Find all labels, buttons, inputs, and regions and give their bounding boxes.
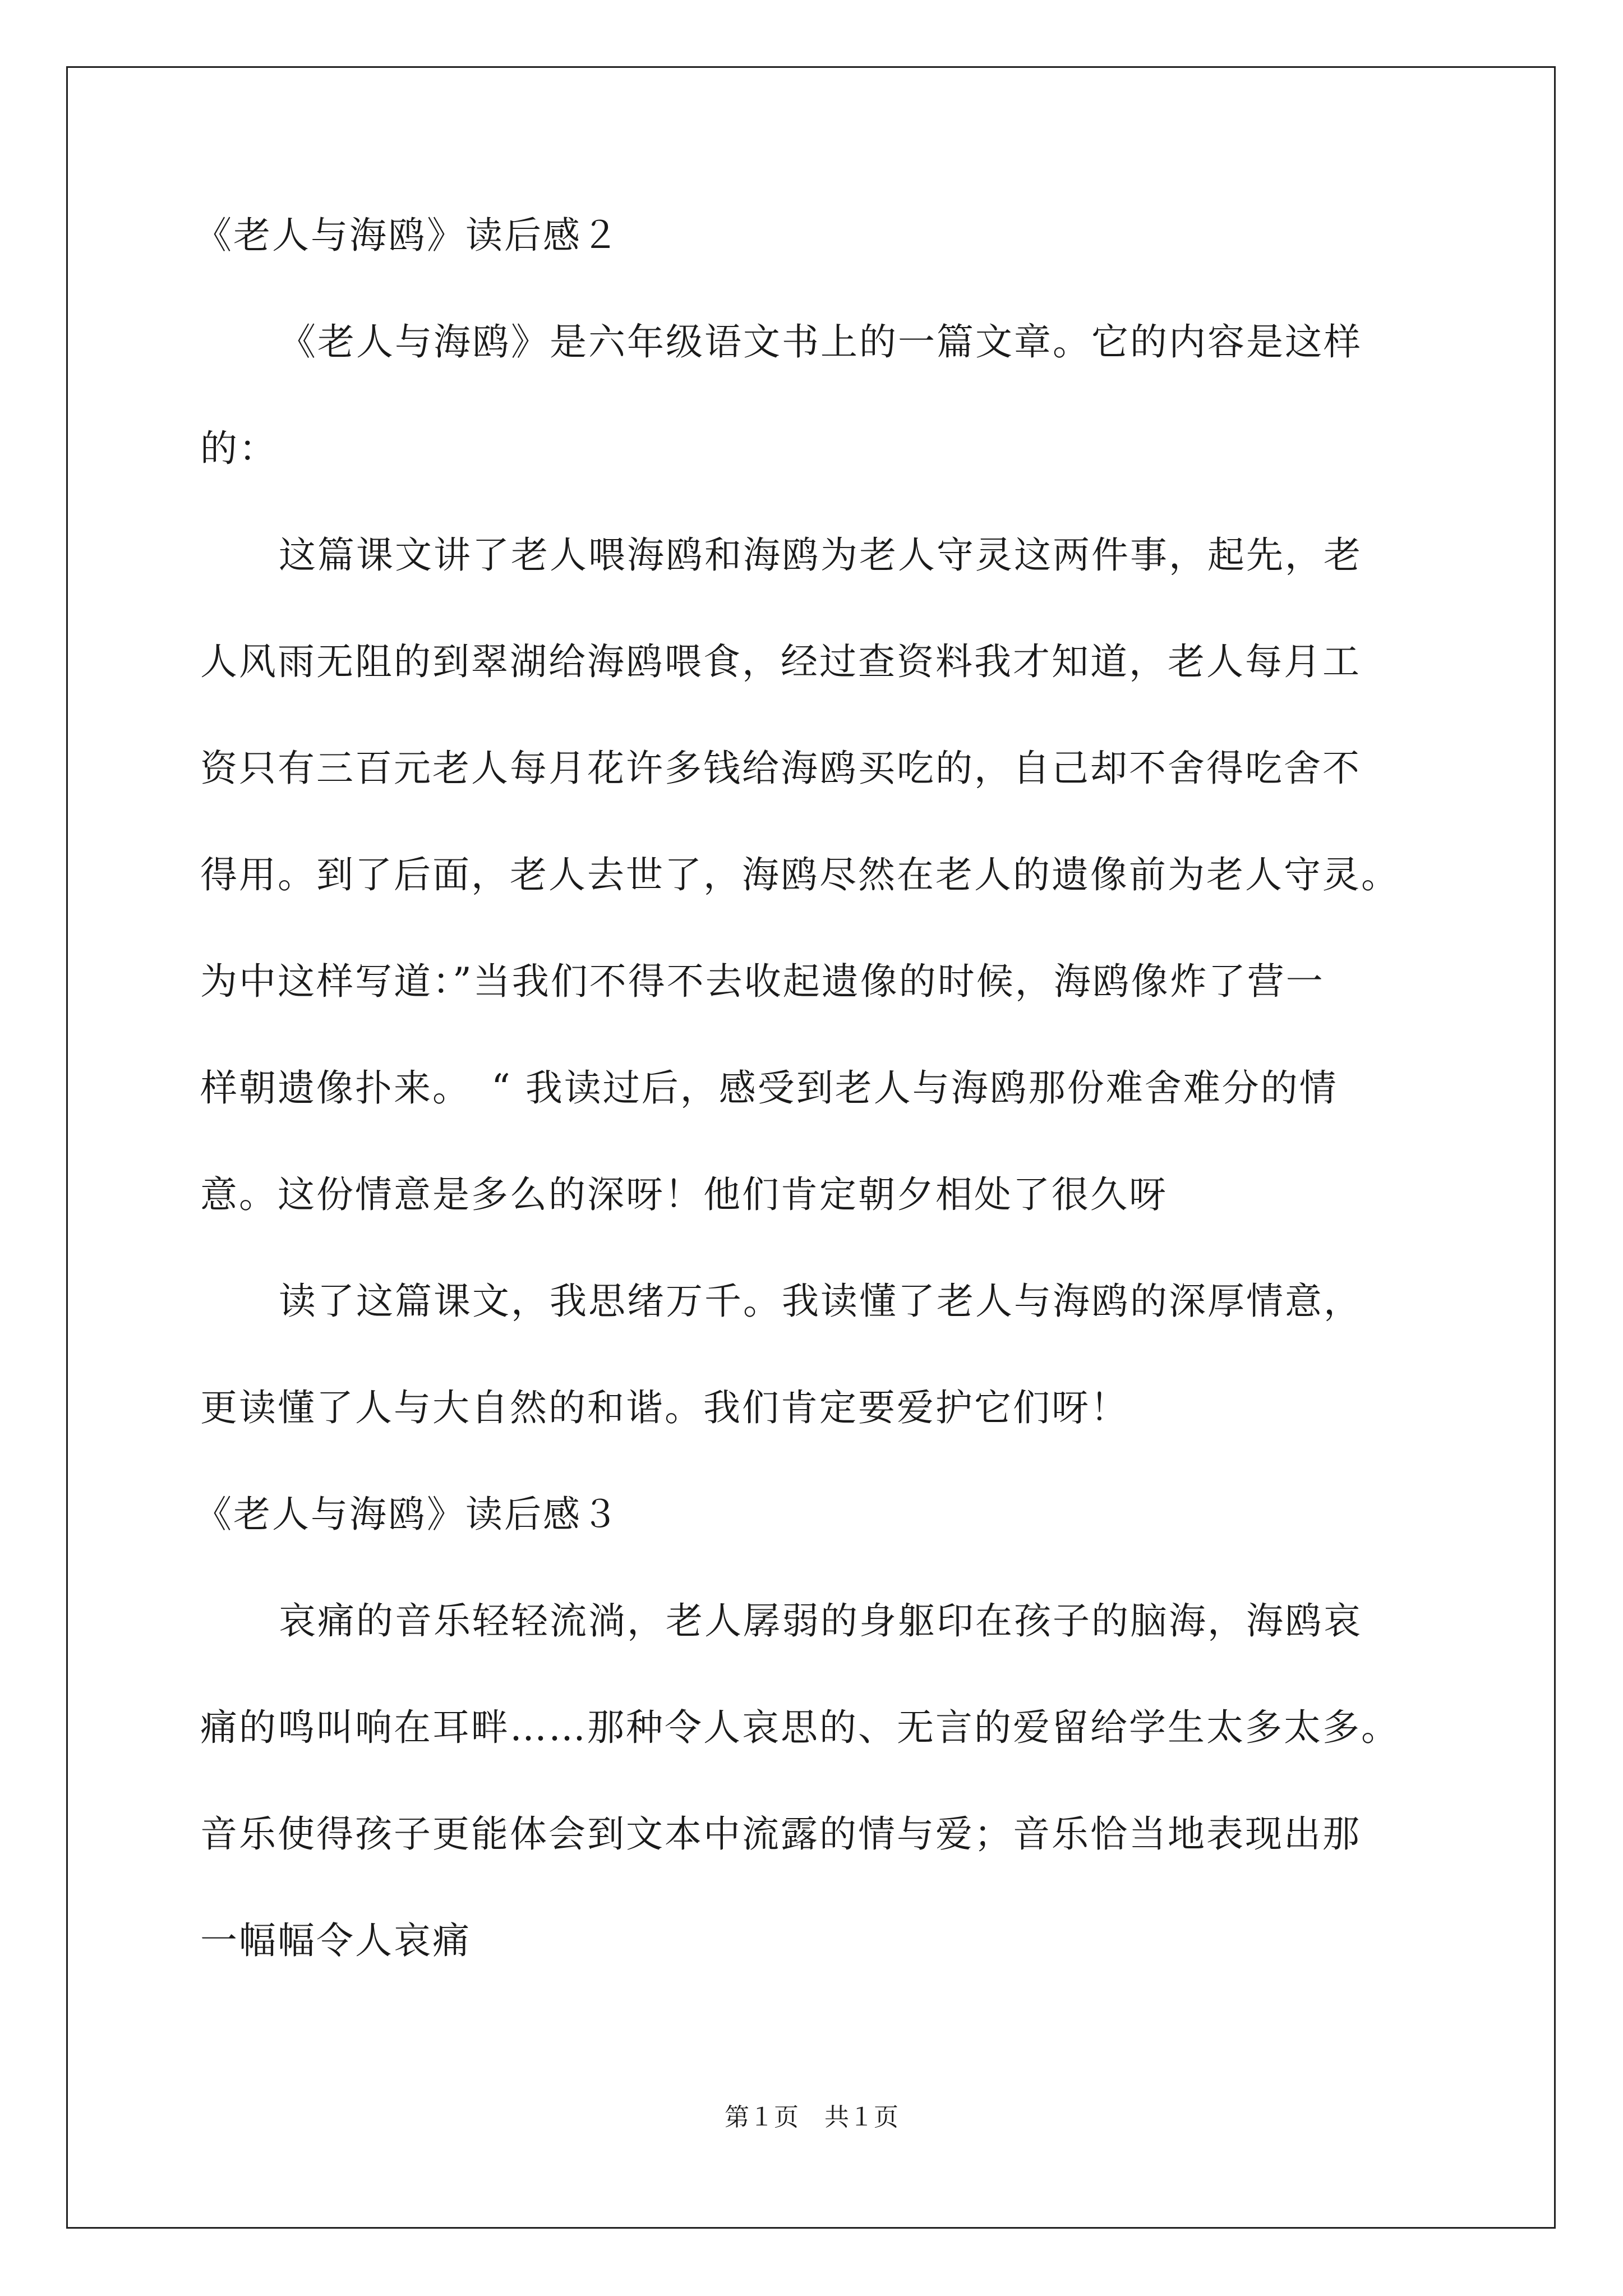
essay-heading-3: 《老人与海鸥》读后感３ [195,1493,620,1536]
paragraph-line: 音乐使得孩子更能体会到文本中流露的情与爱；音乐恰当地表现出那 [200,1812,1361,1856]
paragraph-line: 哀痛的音乐轻轻流淌，老人孱弱的身躯印在孩子的脑海，海鸥哀 [279,1599,1362,1642]
paragraph-line: 这篇课文讲了老人喂海鸥和海鸥为老人守灵这两件事，起先，老 [279,533,1362,577]
page-number-total: 共１页 [824,2103,898,2132]
essay-heading-2: 《老人与海鸥》读后感２ [195,214,620,257]
paragraph-line: 读了这篇课文，我思绪万千。我读懂了老人与海鸥的深厚情意， [279,1280,1362,1323]
paragraph-line: 痛的鸣叫响在耳畔……那种令人哀思的、无言的爱留给学生太多太多。 [200,1706,1400,1749]
paragraph-line: 的： [200,427,278,470]
paragraph-line: 更读懂了人与大自然的和谐。我们肯定要爱护它们呀！ [200,1386,1129,1429]
paragraph-line: 意。这份情意是多么的深呀！他们肯定朝夕相处了很久呀 [200,1173,1168,1216]
page-footer [0,2101,1623,2134]
paragraph-line: 为中这样写道：”当我们不得不去收起遗像的时候，海鸥像炸了营一 [200,960,1325,1003]
paragraph-line: 人风雨无阻的到翠湖给海鸥喂食，经过查资料我才知道，老人每月工 [200,640,1361,683]
paragraph-line: 一幅幅令人哀痛 [200,1919,471,1962]
page-border [66,66,1556,2229]
paragraph-line: 样朝遗像扑来。 “ 我读过后，感受到老人与海鸥那份难舍难分的情 [200,1066,1338,1110]
page-number-current: 第１页 [725,2103,799,2132]
paragraph-line: 《老人与海鸥》是六年级语文书上的一篇文章。它的内容是这样 [279,320,1362,364]
paragraph-line: 得用。到了后面，老人去世了，海鸥尽然在老人的遗像前为老人守灵。 [200,853,1400,896]
paragraph-line: 资只有三百元老人每月花许多钱给海鸥买吃的，自己却不舍得吃舍不 [200,747,1361,790]
